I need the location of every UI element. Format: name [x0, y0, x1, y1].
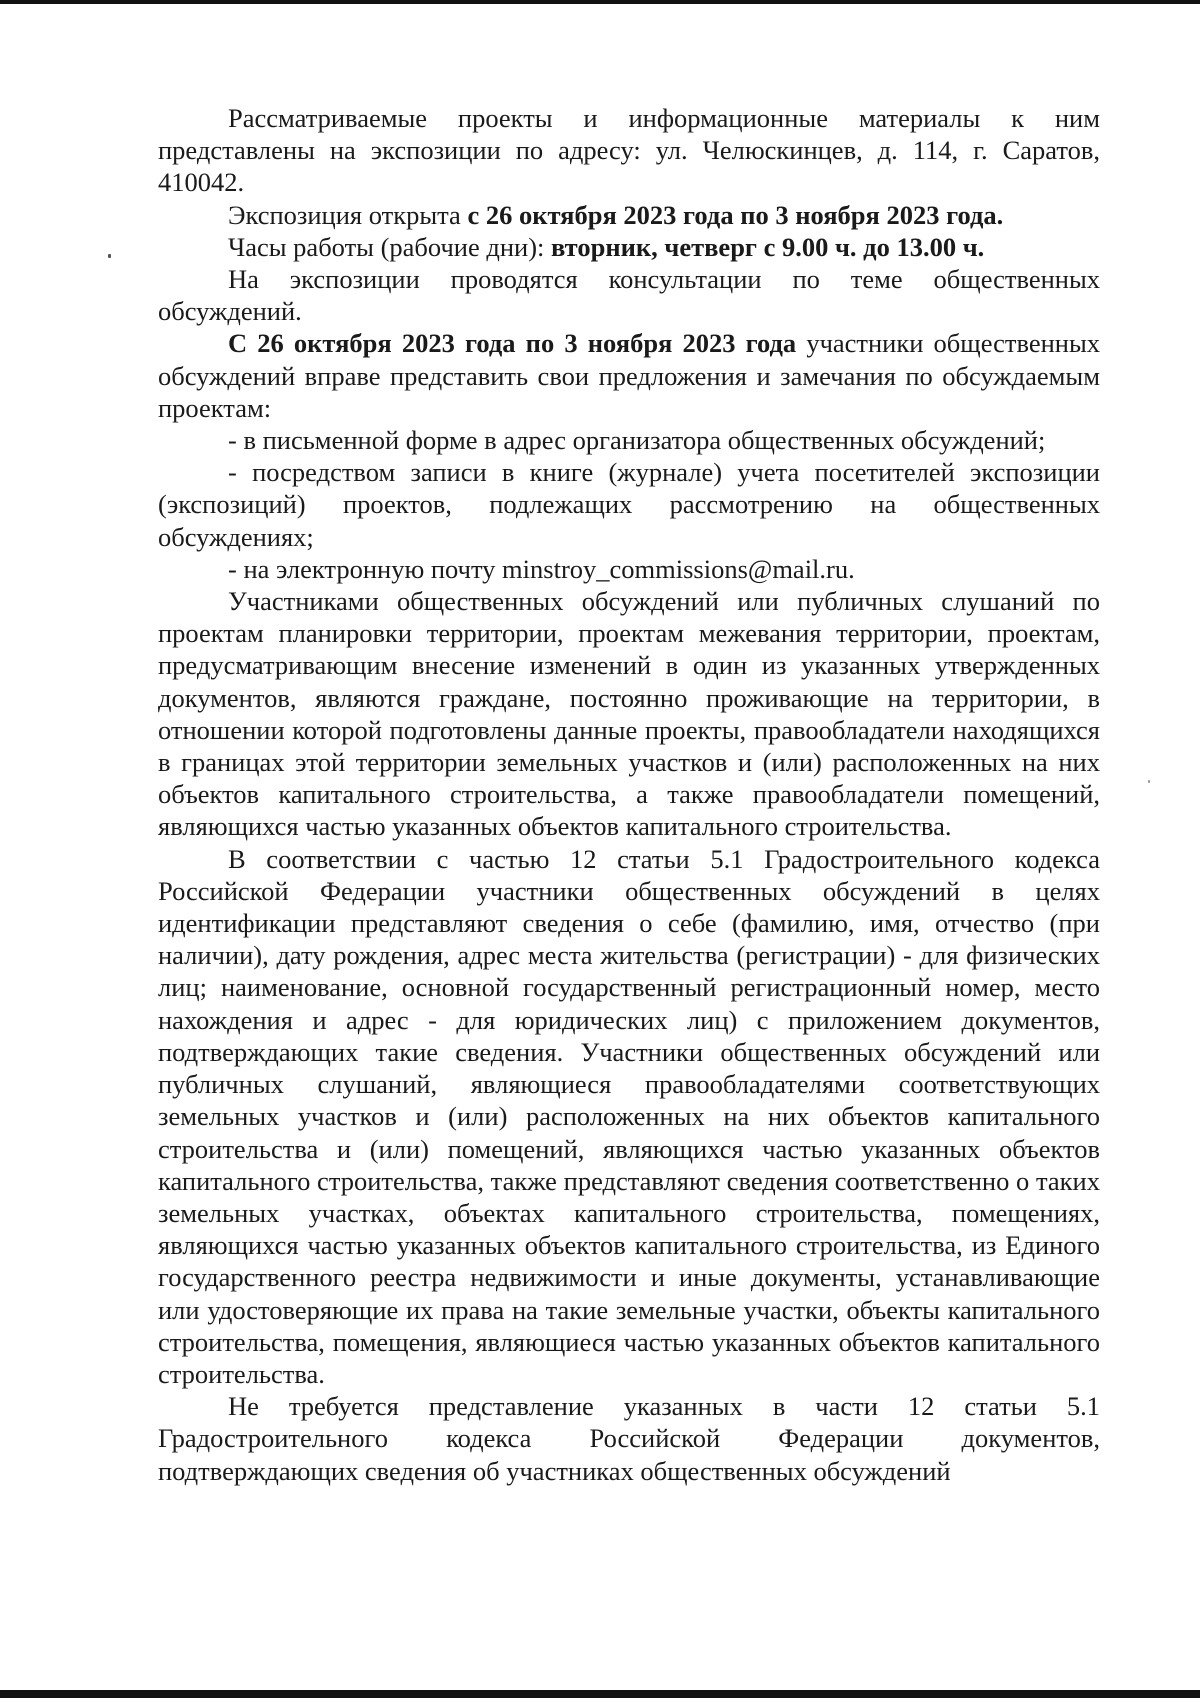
paragraph-text: - посредством записи в книге (журнале) учета посетителей экспозиции (экспозиций) проектов, подлежащих рассмотрению на общественных обсуждениях; [158, 457, 1100, 552]
paragraph-text: Не требуется представление указанных в части 12 статьи 5.1 Градостроительного кодекса Российской Федерации документов, подтверждающих сведения об участниках общественных обсуждений [158, 1391, 1100, 1486]
paragraph-text: Экспозиция открыта [228, 199, 468, 230]
document-page-body [158, 102, 1100, 1487]
paragraph-not-required [158, 1390, 1100, 1487]
scan-bottom-edge [0, 1690, 1200, 1698]
paragraph-text: - в письменной форме в адрес организатора общественных обсуждений; [228, 425, 1046, 456]
paragraph-text: - на электронную почту minstroy_commissions@mail.ru. [228, 553, 855, 584]
paragraph-text: Часы работы (рабочие дни): [228, 231, 552, 262]
paragraph-consultations [158, 263, 1100, 327]
paragraph-identification [158, 843, 1100, 1390]
paragraph-text: В соответствии с частью 12 статьи 5.1 Градостроительного кодекса Российской Федерации участники общественных обсуждений в целях идентификации представляют сведения о себе (фамилию, имя, отчество (при наличии), дату рождения, адрес места жительства (регистрации) - для физических лиц; наименование, основной государственный регистрационный номер, место нахождения и адрес - для юридических лиц) с приложением документов, подтверждающих такие сведения. Участники общественных обсуждений или публичных слушаний, являющиеся правообладателями соответствующих земельных участков и (или) расположенных на них объектов капитального строительства и (или) помещений, являющихся частью указанных объектов капитального строительства, также представляют сведения соответственно о таких земельных участках, объектах капитального строительства, помещениях, являющихся частью указанных объектов капитального строительства, из Единого государственного реестра недвижимости и иные документы, устанавливающие или удостоверяющие их права на такие земельные участки, объекты капитального строительства, помещения, являющиеся частью указанных объектов капитального строительства. [158, 843, 1100, 1389]
paragraph-text: На экспозиции проводятся консультации по теме общественных обсуждений. [158, 264, 1100, 327]
paragraph-text: участники общественных обсуждений вправе представить свои предложения и замечания по обсуждаемым проектам: [158, 328, 1100, 423]
paragraph-exposition-dates [158, 199, 1100, 231]
list-item-book [158, 456, 1100, 553]
paragraph-participants [158, 585, 1100, 843]
paragraph-proposal-period [158, 327, 1100, 424]
scan-top-edge [0, 0, 1200, 4]
paragraph-bold-text: С 26 октября 2023 года по 3 ноября 2023 года [228, 328, 797, 359]
paragraph-working-hours [158, 231, 1100, 263]
paragraph-exposition-address [158, 102, 1100, 199]
paragraph-bold-text: с 26 октября 2023 года по 3 ноября 2023 года. [467, 199, 1004, 230]
list-item-written [158, 424, 1100, 456]
paragraph-bold-text: вторник, четверг с 9.00 ч. до 13.00 ч. [551, 231, 985, 262]
paragraph-text: Участниками общественных обсуждений или публичных слушаний по проектам планировки территории, проектам межевания территории, проектам, предусматривающим внесение изменений в один из указанных утвержденных документов, являются граждане, постоянно проживающие на территории, в отношении которой подготовлены данные проекты, правообладатели находящихся в границах этой территории земельных участков и (или) расположенных на них объектов капитального строительства, а также правообладатели помещений, являющихся частью указанных объектов капитального строительства. [158, 586, 1100, 842]
list-item-email [158, 553, 1100, 585]
scan-speck [108, 254, 111, 258]
paragraph-text: Рассматриваемые проекты и информационные материалы к ним представлены на экспозиции по адресу: ул. Челюскинцев, д. 114, г. Саратов, 410042. [158, 103, 1100, 198]
scan-speck [1148, 780, 1150, 783]
